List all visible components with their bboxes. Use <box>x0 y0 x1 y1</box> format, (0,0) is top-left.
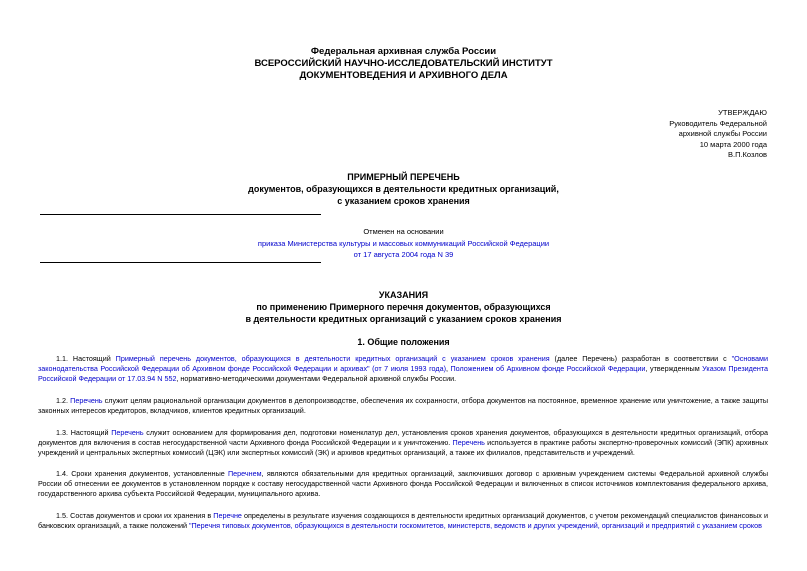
paragraph-text: (далее Перечень) разработан в соответствии с <box>549 354 732 363</box>
approval-line-2: Руководитель Федеральной <box>669 118 767 128</box>
cancel-note-text: Отменен на основании <box>363 227 444 236</box>
cancel-order-link[interactable]: приказа Министерства культуры и массовых коммуникаций Российской Федерации <box>257 238 550 248</box>
paragraph-text: , являются обязательными для кредитных организаций, заключивших договор с архивным учреждением системы Федеральной архивной службы России об отнесении ее документов в установленном порядке к составу негосударственной части Архивного фонда Российской Федерации и включенных в список источников комплектования федерального архива, государственного архива субъекта Российской Федерации, муниципального архива. <box>38 469 769 498</box>
paragraph-number: 1.4. <box>56 469 68 478</box>
perechne-link[interactable]: Перечне <box>213 511 242 520</box>
document-title <box>0 171 807 207</box>
paragraph-text: определены в результате изучения создающихся в деятельности кредитных организаций документов, с учетом рекомендаций специалистов финансовых и банковских организаций, а также положений <box>38 511 768 530</box>
paragraph-text: служит целям рациональной организации документов в делопроизводстве, обеспечения их сохранности, отбора документов на постоянное, временное хранение или уничтожение, а также защиты законных интересов кредиторов, вкладчиков, клиентов кредитных организаций. <box>38 396 769 415</box>
instructions-heading <box>0 289 807 325</box>
title-line-2: документов, образующихся в деятельности кредитных организаций, <box>248 184 559 194</box>
paragraph-text: Состав документов и сроки их хранения в <box>70 511 214 520</box>
divider-bottom <box>40 262 321 263</box>
cancel-note <box>0 226 807 261</box>
paragraph-1-5 <box>38 511 768 531</box>
paragraph-text: Настоящий <box>70 428 112 437</box>
approval-line-5: В.П.Козлов <box>728 150 767 159</box>
paragraph-text: , нормативно-методическими документами Федеральной архивной службы России. <box>176 374 457 383</box>
header-line-3: ДОКУМЕНТОВЕДЕНИЯ И АРХИВНОГО ДЕЛА <box>299 70 508 81</box>
paragraph-1-2 <box>38 396 768 416</box>
cancel-order-date-link[interactable]: от 17 августа 2004 года N 39 <box>353 250 454 259</box>
perechen-tipovyh-link[interactable]: "Перечня типовых документов, образующихся в деятельности госкомитетов, министерств, ведомств и других учреждений, организаций и предприятий с указанием сроков <box>188 521 762 530</box>
paragraph-text: Сроки хранения документов, установленные <box>71 469 229 478</box>
paragraph-number: 1.5. <box>56 511 68 520</box>
approval-line-1: УТВЕРЖДАЮ <box>718 108 767 117</box>
perechen-link[interactable]: Примерный перечень документов, образующихся в деятельности кредитных организаций с указанием сроков хранения <box>115 354 550 363</box>
paragraph-text: Настоящий <box>72 354 116 363</box>
paragraph-text: , утвержденным <box>645 364 703 373</box>
paragraph-1-3 <box>38 428 768 458</box>
approval-block <box>669 108 767 161</box>
perechen-link[interactable]: Перечень <box>452 438 485 447</box>
instructions-line-1: УКАЗАНИЯ <box>378 290 429 300</box>
paragraph-number: 1.2. <box>56 396 68 405</box>
paragraph-text: служит основанием для формирования дел, подготовки номенклатур дел, установления сроков хранения документов, образующихся в деятельности кредитных организаций, отбора документов для включения в состав негосударственной части Архивного фонда Российской Федерации и к уничтожению. <box>38 428 768 447</box>
header-line-2: ВСЕРОССИЙСКИЙ НАУЧНО-ИССЛЕДОВАТЕЛЬСКИЙ ИНСТИТУТ <box>254 58 553 69</box>
divider-top <box>40 214 321 215</box>
instructions-line-2: по применению Примерного перечня документов, образующихся <box>256 302 551 312</box>
paragraph-text: , <box>445 364 451 373</box>
polozhenie-link[interactable]: Положением об Архивном фонде Российской Федерации <box>450 364 646 373</box>
title-line-1: ПРИМЕРНЫЙ ПЕРЕЧЕНЬ <box>347 172 460 182</box>
paragraph-number: 1.3. <box>56 428 68 437</box>
header-line-1: Федеральная архивная служба России <box>310 46 497 57</box>
agency-header <box>0 46 807 82</box>
section-1-title: 1. Общие положения <box>357 337 450 347</box>
perechen-link[interactable]: Перечень <box>70 396 103 405</box>
perechen-link[interactable]: Перечень <box>111 428 144 437</box>
osnovy-zakonodatelstva-link[interactable]: "Основами законодательства Российской Федерации об Архивном фонде Российской Федерации и архивах" (от 7 июля 1993 года) <box>38 354 769 373</box>
paragraph-1-4 <box>38 469 768 499</box>
paragraph-1-1 <box>38 354 768 384</box>
paragraph-text: используется в практике работы экспертно-проверочных комиссий (ЭПК) архивных учреждений и центральных экспертных комиссий (ЦЭК) или экспертных комиссий (ЭК) и архивов кредитных организаций, а также их филиалов, представительств и учреждений. <box>38 438 768 457</box>
ukaz-prezidenta-link[interactable]: Указом Президента Российской Федерации от 17.03.94 N 552 <box>38 364 768 383</box>
paragraph-number: 1.1. <box>56 354 68 363</box>
approval-line-4: 10 марта 2000 года <box>699 139 767 149</box>
title-line-3: с указанием сроков хранения <box>337 196 470 206</box>
approval-line-3: архивной службы России <box>678 129 767 138</box>
perechnem-link[interactable]: Перечнем <box>228 469 262 478</box>
instructions-line-3: в деятельности кредитных организаций с указанием сроков хранения <box>245 314 562 324</box>
